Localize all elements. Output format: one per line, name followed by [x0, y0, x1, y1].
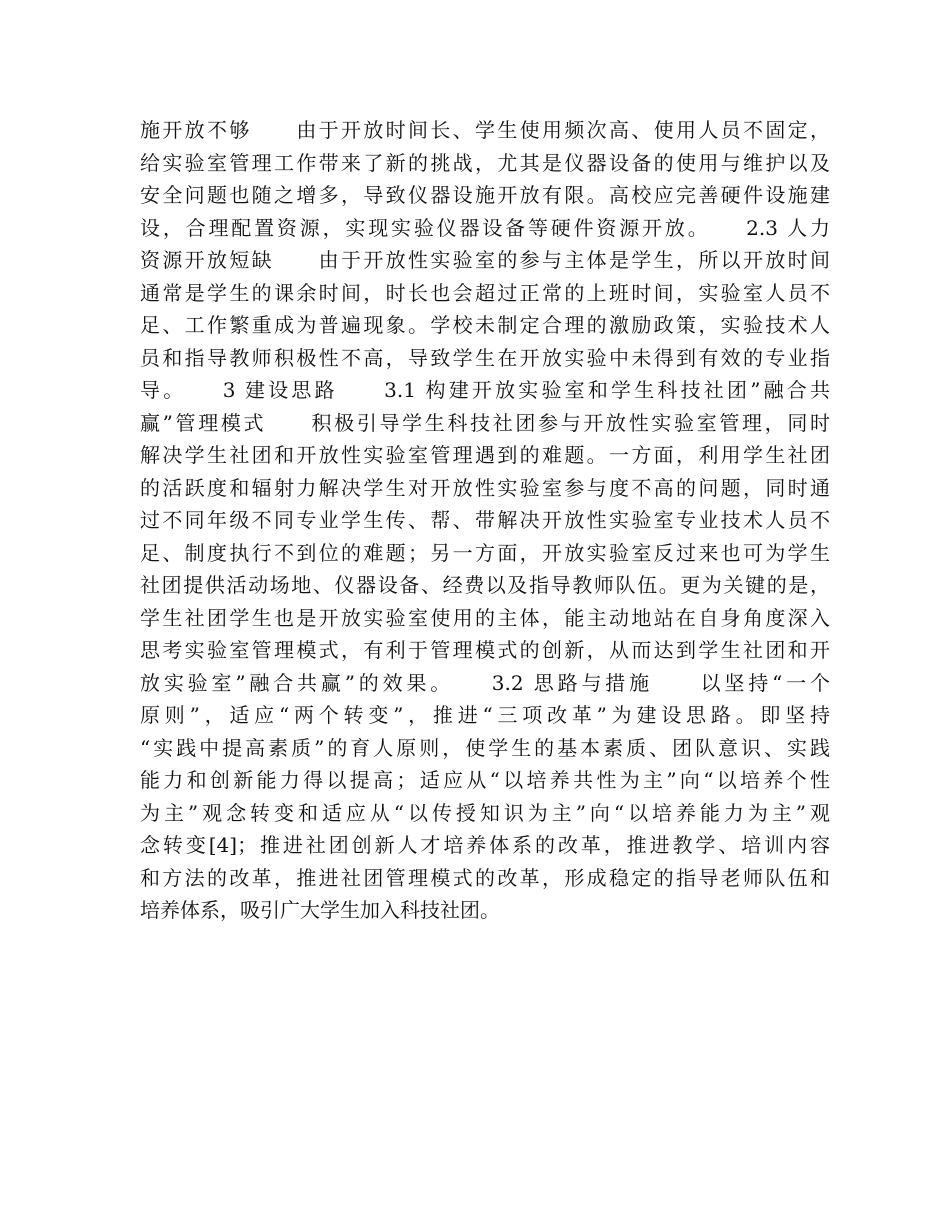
- text-line: 足、制度执行不到位的难题；另一方面，开放实验室反过来也可为学生: [140, 540, 830, 565]
- body-text: [140, 114, 830, 927]
- text-line: 资源开放短缺 由于开放性实验室的参与主体是学生，所以开放时间: [140, 248, 830, 272]
- text-line: 放实验室”融合共赢”的效果。 3.2 思路与措施 以坚持“一个: [140, 670, 830, 695]
- text-line: 培养体系，吸引广大学生加入科技社团。: [140, 898, 500, 922]
- text-line: 学生社团学生也是开放实验室使用的主体，能主动地站在自身角度深入: [140, 605, 830, 630]
- text-line: 施开放不够 由于开放时间长、学生使用频次高、使用人员不固定，: [140, 118, 830, 142]
- text-line: 赢”管理模式 积极引导学生科技社团参与开放性实验室管理，同时: [140, 410, 830, 435]
- text-line: 社团提供活动场地、仪器设备、经费以及指导教师队伍。更为关键的是，: [140, 573, 830, 597]
- text-line: 能力和创新能力得以提高；适应从“以培养共性为主”向“以培养个性: [140, 768, 830, 792]
- text-line: 思考实验室管理模式，有利于管理模式的创新，从而达到学生社团和开: [140, 638, 830, 662]
- text-line: 和方法的改革，推进社团管理模式的改革，形成稳定的指导老师队伍和: [140, 865, 830, 890]
- text-line: 足、工作繁重成为普遍现象。学校未制定合理的激励政策，实验技术人: [140, 313, 830, 337]
- text-line: 过不同年级不同专业学生传、帮、带解决开放性实验室专业技术人员不: [140, 508, 830, 532]
- text-line: 给实验室管理工作带来了新的挑战，尤其是仪器设备的使用与维护以及: [140, 150, 830, 175]
- text-line: 设，合理配置资源，实现实验仪器设备等硬件资源开放。 2.3 人力: [140, 215, 830, 240]
- text-line: 的活跃度和辐射力解决学生对开放性实验室参与度不高的问题，同时通: [140, 475, 830, 500]
- text-line: 通常是学生的课余时间，时长也会超过正常的上班时间，实验室人员不: [140, 280, 830, 305]
- text-line: 导。 3 建设思路 3.1 构建开放实验室和学生科技社团”融合共: [140, 378, 830, 402]
- text-line: 原则”，适应“两个转变”，推进“三项改革”为建设思路。即坚持: [140, 703, 830, 727]
- text-line: 解决学生社团和开放性实验室管理遇到的难题。一方面，利用学生社团: [140, 443, 830, 467]
- text-line: 为主”观念转变和适应从“以传授知识为主”向“以培养能力为主”观: [140, 800, 830, 825]
- text-line: 员和指导教师积极性不高，导致学生在开放实验中未得到有效的专业指: [140, 345, 830, 370]
- text-line: “实践中提高素质”的育人原则，使学生的基本素质、团队意识、实践: [140, 735, 830, 760]
- text-line: 安全问题也随之增多，导致仪器设施开放有限。高校应完善硬件设施建: [140, 183, 830, 207]
- text-line: 念转变[4]；推进社团创新人才培养体系的改革，推进教学、培训内容: [140, 833, 830, 857]
